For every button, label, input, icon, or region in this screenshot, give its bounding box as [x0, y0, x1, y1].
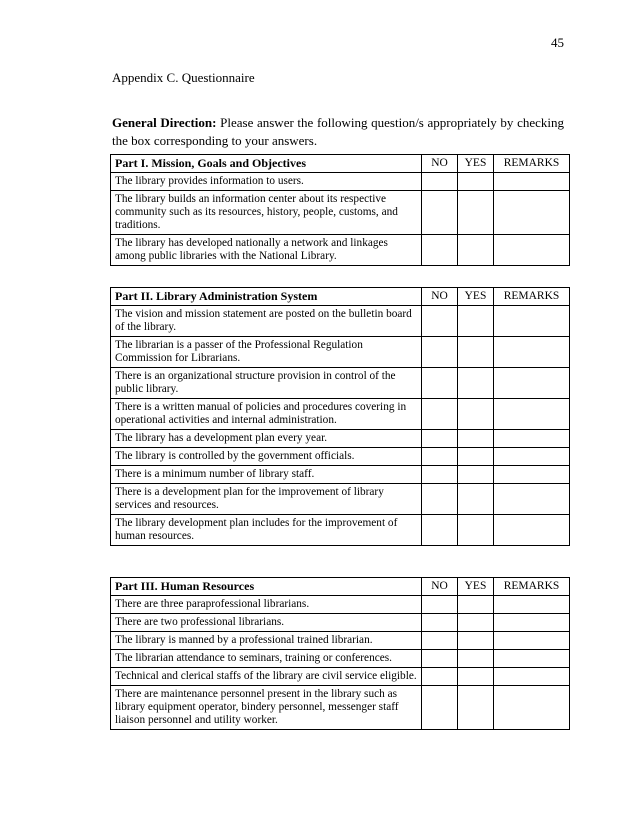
yes-checkbox-cell[interactable]: [458, 515, 494, 546]
statement: The library has a development plan every year.: [111, 430, 422, 448]
statement: There are two professional librarians.: [111, 614, 422, 632]
statement: The librarian attendance to seminars, training or conferences.: [111, 650, 422, 668]
no-checkbox-cell[interactable]: [422, 515, 458, 546]
table-row: [111, 632, 570, 650]
remarks-cell[interactable]: [494, 306, 570, 337]
remarks-cell[interactable]: [494, 686, 570, 730]
yes-checkbox-cell[interactable]: [458, 668, 494, 686]
table-row: [111, 596, 570, 614]
yes-checkbox-cell[interactable]: [458, 191, 494, 235]
yes-column-header: YES: [458, 155, 494, 173]
table-row: [111, 173, 570, 191]
remarks-cell[interactable]: [494, 466, 570, 484]
no-checkbox-cell[interactable]: [422, 668, 458, 686]
part-title: Part II. Library Administration System: [111, 288, 422, 306]
remarks-cell[interactable]: [494, 515, 570, 546]
table-row: [111, 448, 570, 466]
remarks-cell[interactable]: [494, 235, 570, 266]
statement: There is an organizational structure provision in control of the public library.: [111, 368, 422, 399]
statement: There is a minimum number of library staff.: [111, 466, 422, 484]
table-row: [111, 399, 570, 430]
remarks-cell[interactable]: [494, 191, 570, 235]
yes-checkbox-cell[interactable]: [458, 484, 494, 515]
no-checkbox-cell[interactable]: [422, 596, 458, 614]
yes-checkbox-cell[interactable]: [458, 614, 494, 632]
remarks-cell[interactable]: [494, 430, 570, 448]
yes-checkbox-cell[interactable]: [458, 368, 494, 399]
no-checkbox-cell[interactable]: [422, 337, 458, 368]
no-checkbox-cell[interactable]: [422, 484, 458, 515]
no-checkbox-cell[interactable]: [422, 686, 458, 730]
table-row: [111, 484, 570, 515]
statement: The library has developed nationally a network and linkages among public libraries with the National Library.: [111, 235, 422, 266]
yes-column-header: YES: [458, 578, 494, 596]
statement: The library builds an information center about its respective community such as its resources, history, people, customs, and traditions.: [111, 191, 422, 235]
no-checkbox-cell[interactable]: [422, 632, 458, 650]
table-row: [111, 650, 570, 668]
statement: There is a development plan for the improvement of library services and resources.: [111, 484, 422, 515]
no-checkbox-cell[interactable]: [422, 650, 458, 668]
remarks-cell[interactable]: [494, 614, 570, 632]
table-header-row: [111, 578, 570, 596]
no-checkbox-cell[interactable]: [422, 235, 458, 266]
table-row: [111, 235, 570, 266]
remarks-column-header: REMARKS: [494, 155, 570, 173]
table-row: [111, 515, 570, 546]
remarks-cell[interactable]: [494, 650, 570, 668]
yes-checkbox-cell[interactable]: [458, 448, 494, 466]
statement: The library provides information to users.: [111, 173, 422, 191]
part-1-table: [110, 154, 570, 266]
yes-checkbox-cell[interactable]: [458, 235, 494, 266]
remarks-cell[interactable]: [494, 368, 570, 399]
statement: There is a written manual of policies and procedures covering in operational activities and internal administration.: [111, 399, 422, 430]
no-checkbox-cell[interactable]: [422, 466, 458, 484]
table-row: [111, 191, 570, 235]
remarks-cell[interactable]: [494, 448, 570, 466]
table-row: [111, 668, 570, 686]
table-row: [111, 337, 570, 368]
no-checkbox-cell[interactable]: [422, 306, 458, 337]
no-checkbox-cell[interactable]: [422, 399, 458, 430]
direction-label: General Direction:: [112, 115, 217, 130]
statement: The library is manned by a professional trained librarian.: [111, 632, 422, 650]
table-row: [111, 368, 570, 399]
no-checkbox-cell[interactable]: [422, 368, 458, 399]
general-direction: [112, 114, 564, 150]
yes-checkbox-cell[interactable]: [458, 686, 494, 730]
table-header-row: [111, 155, 570, 173]
remarks-cell[interactable]: [494, 337, 570, 368]
yes-checkbox-cell[interactable]: [458, 596, 494, 614]
no-checkbox-cell[interactable]: [422, 191, 458, 235]
yes-checkbox-cell[interactable]: [458, 337, 494, 368]
no-column-header: NO: [422, 578, 458, 596]
no-checkbox-cell[interactable]: [422, 430, 458, 448]
yes-checkbox-cell[interactable]: [458, 306, 494, 337]
no-checkbox-cell[interactable]: [422, 614, 458, 632]
table-row: [111, 306, 570, 337]
statement: The vision and mission statement are posted on the bulletin board of the library.: [111, 306, 422, 337]
part-2-table: [110, 287, 570, 546]
yes-checkbox-cell[interactable]: [458, 430, 494, 448]
statement: The librarian is a passer of the Professional Regulation Commission for Librarians.: [111, 337, 422, 368]
no-checkbox-cell[interactable]: [422, 173, 458, 191]
table-row: [111, 466, 570, 484]
remarks-cell[interactable]: [494, 484, 570, 515]
yes-checkbox-cell[interactable]: [458, 466, 494, 484]
page-number: 45: [551, 35, 564, 50]
remarks-cell[interactable]: [494, 596, 570, 614]
appendix-title: Appendix C. Questionnaire: [112, 70, 255, 85]
yes-checkbox-cell[interactable]: [458, 173, 494, 191]
remarks-cell[interactable]: [494, 632, 570, 650]
yes-column-header: YES: [458, 288, 494, 306]
part-title: Part I. Mission, Goals and Objectives: [111, 155, 422, 173]
no-column-header: NO: [422, 155, 458, 173]
yes-checkbox-cell[interactable]: [458, 632, 494, 650]
no-column-header: NO: [422, 288, 458, 306]
yes-checkbox-cell[interactable]: [458, 650, 494, 668]
direction-text: Please answer the following question/s appropriately by checking the box corresponding to your answers.: [112, 115, 564, 148]
statement: There are three paraprofessional librarians.: [111, 596, 422, 614]
remarks-column-header: REMARKS: [494, 288, 570, 306]
remarks-cell[interactable]: [494, 173, 570, 191]
yes-checkbox-cell[interactable]: [458, 399, 494, 430]
table-row: [111, 686, 570, 730]
part-3-table: [110, 577, 570, 730]
statement: The library is controlled by the government officials.: [111, 448, 422, 466]
statement: The library development plan includes for the improvement of human resources.: [111, 515, 422, 546]
statement: Technical and clerical staffs of the library are civil service eligible.: [111, 668, 422, 686]
table-row: [111, 614, 570, 632]
table-row: [111, 430, 570, 448]
part-title: Part III. Human Resources: [111, 578, 422, 596]
statement: There are maintenance personnel present in the library such as library equipment operator, bindery personnel, messenger staff liaison personnel and utility worker.: [111, 686, 422, 730]
table-header-row: [111, 288, 570, 306]
remarks-cell[interactable]: [494, 399, 570, 430]
remarks-cell[interactable]: [494, 668, 570, 686]
no-checkbox-cell[interactable]: [422, 448, 458, 466]
remarks-column-header: REMARKS: [494, 578, 570, 596]
